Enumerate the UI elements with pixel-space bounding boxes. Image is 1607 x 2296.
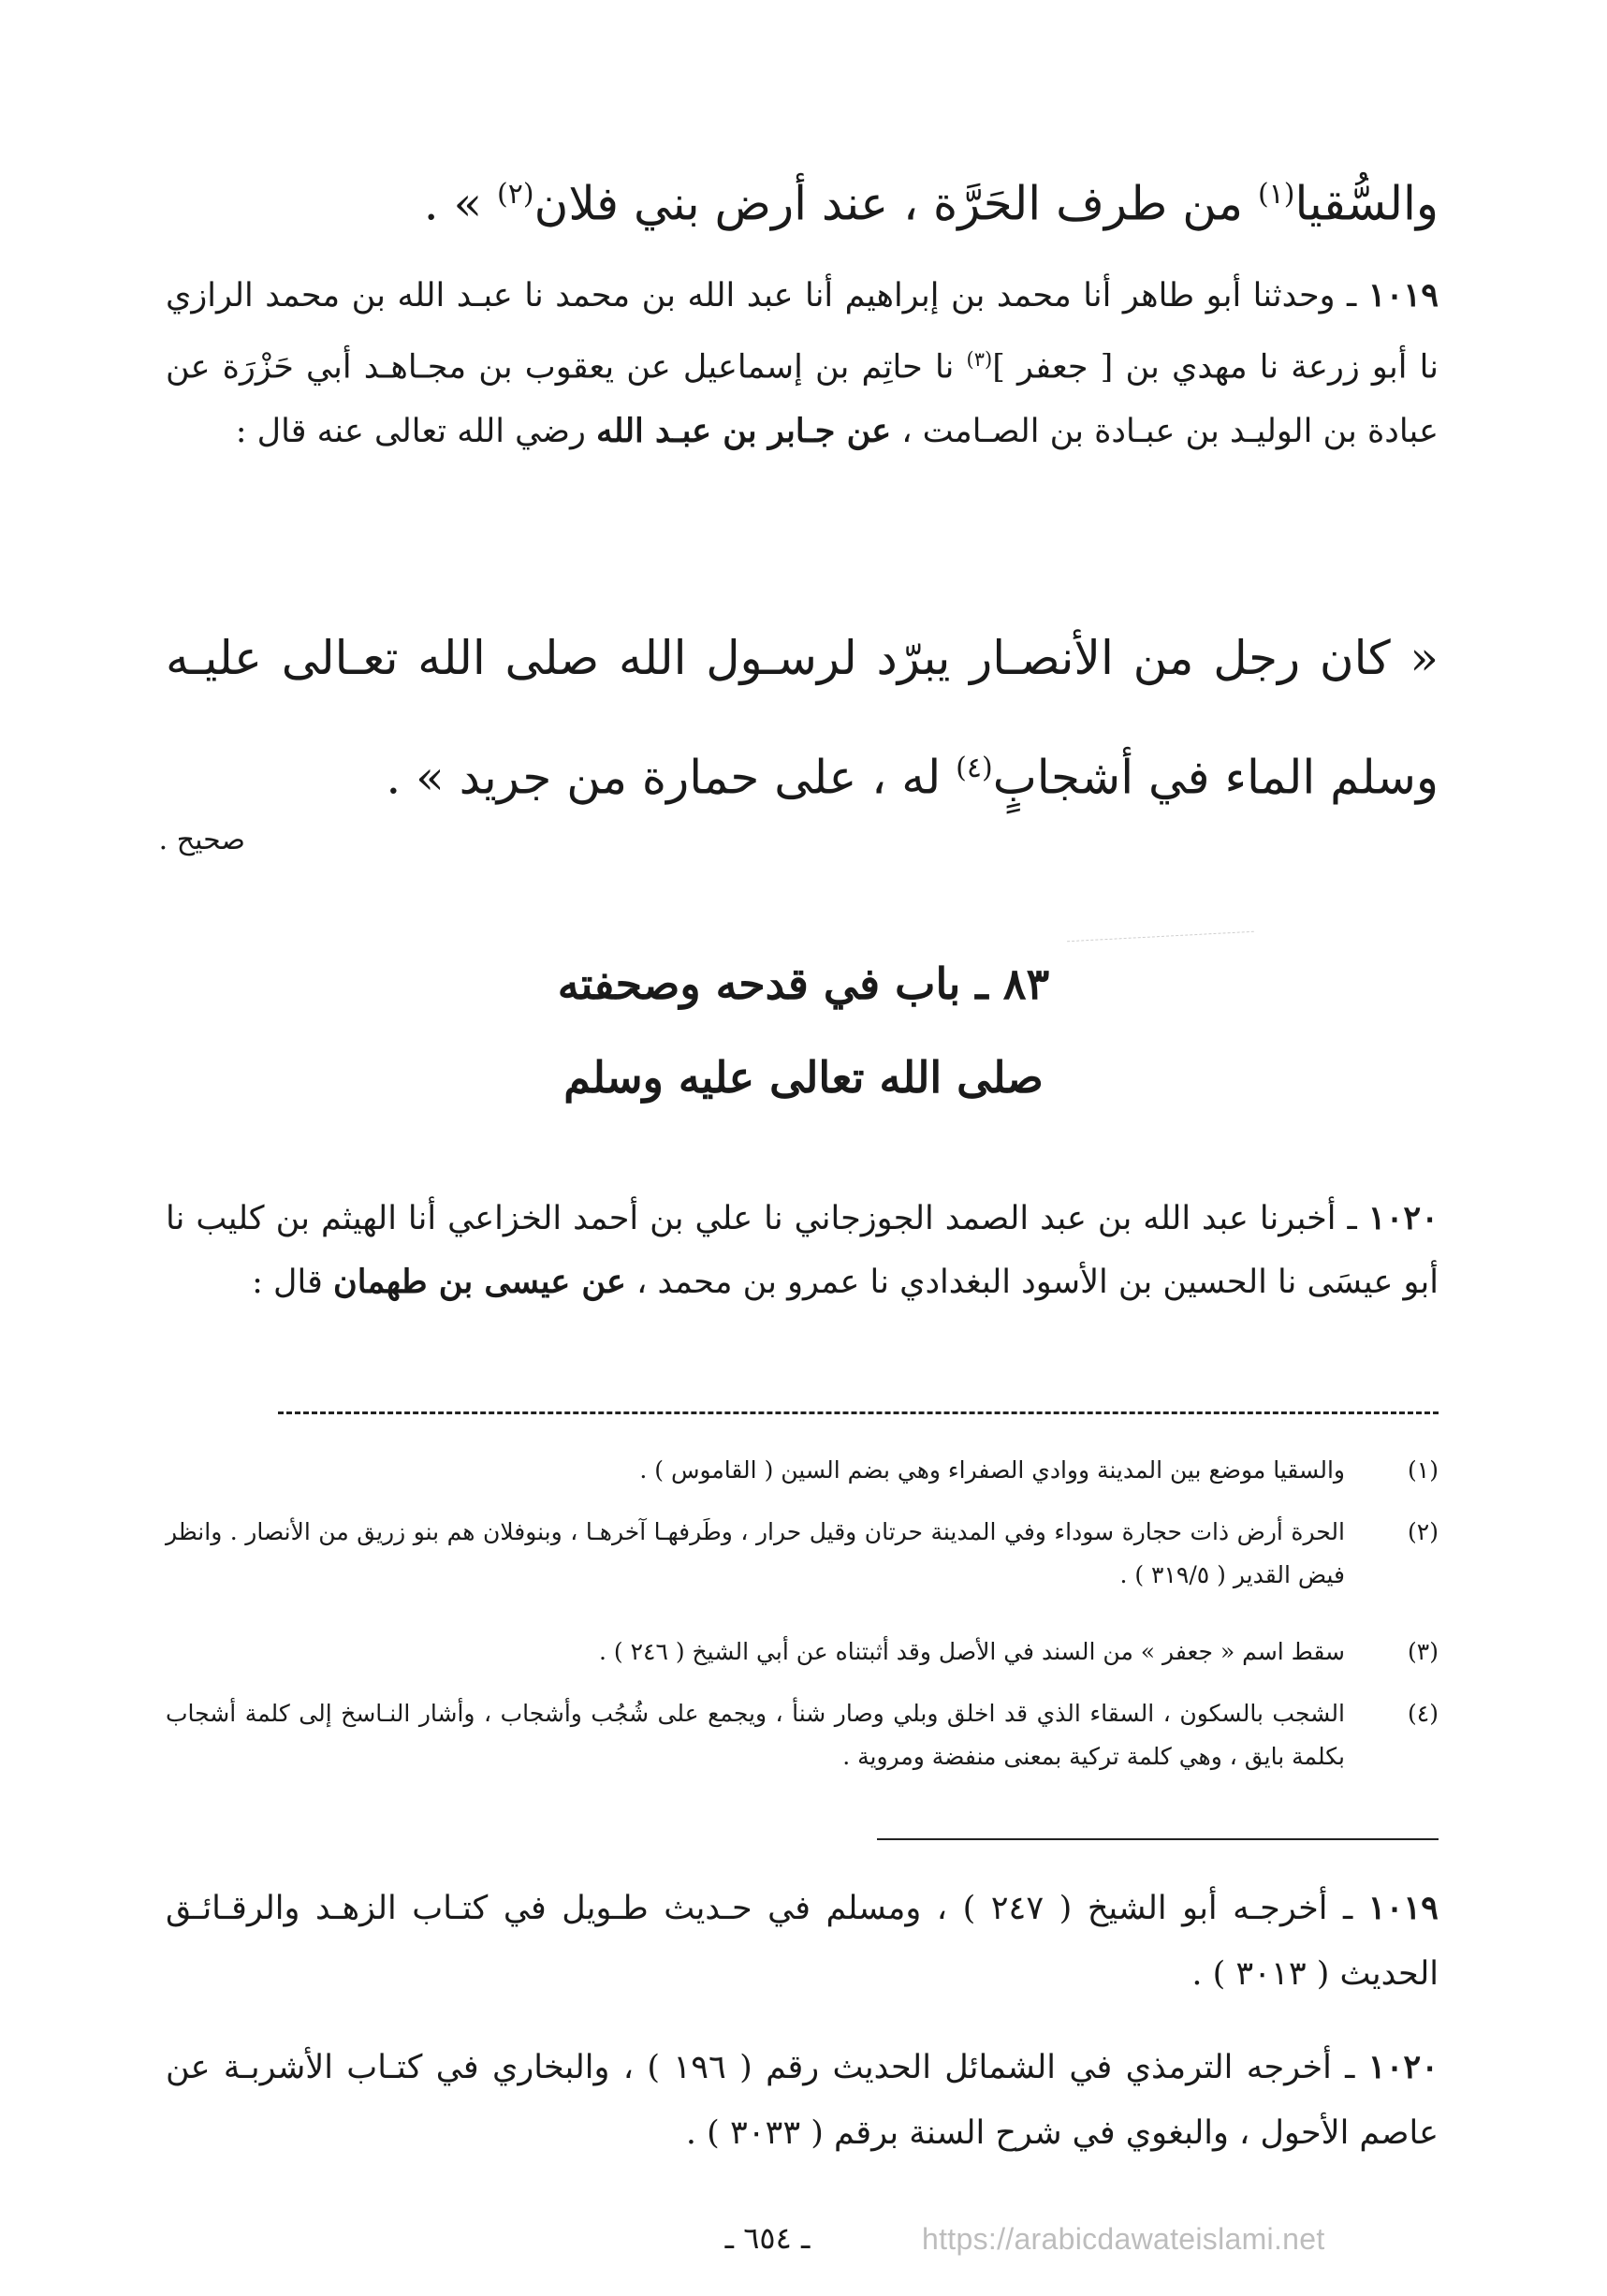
takhrij-separator [877,1838,1439,1840]
hadith-1020-isnad [166,1187,1439,1314]
hadith-continuation [166,157,1439,241]
hadith-grade: صحيح . [158,824,245,856]
takhrij-number: ١٠١٩ [1367,1889,1439,1927]
footnote-marker: (٣) [966,348,993,371]
text-segment: » . [423,176,483,231]
takhrij-number: ١٠٢٠ [1367,2048,1439,2086]
text-segment: والسُّقيا [1294,176,1439,231]
text-segment: نا حاتِم بن إسماعيل عن يعقوب بن مجـاهـد أبي حَزْرَة عن عبادة بن الوليـد بن عبـادة بن الصـامت ، [166,348,1439,450]
footnote-text: الحرة أرض ذات حجارة سوداء وفي المدينة حرتان وقيل حرار ، وطَرفهـا آخرهـا ، وبنوفلان هم بنو زريق من الأنصار . وانظر فيض القدير ( ٣١٩/٥ ) . [166,1518,1345,1588]
text-segment: قال : [252,1264,323,1301]
footnote-number: (٣) [1408,1638,1439,1665]
footnote [166,1511,1439,1597]
footnote-text: سقط اسم « جعفر » من السند في الأصل وقد أثبتناه عن أبي الشيخ ( ٢٤٦ ) . [599,1638,1345,1665]
hadith-number: ١٠٢٠ [1367,1199,1439,1237]
footnote [166,1692,1439,1778]
narrator-name: عن عيسى بن طهمان [333,1263,626,1301]
takhrij-text: ـ أخرجـه أبو الشيخ ( ٢٤٧ ) ، ومسلم في حـديث طـويل في كتـاب الزهـد والرقـائـق الحديث ( ٣٠١٣ ) . [166,1890,1439,1993]
narrator-name: عن جـابر بن عبـد الله [596,411,892,450]
hadith-1019-isnad [166,264,1439,463]
footnote-number: (١) [1408,1456,1439,1484]
text-segment: « كان رجل من الأنصـار يبرّد لرسـول الله صلى الله تعـالى عليـه وسلم الماء في أشجابٍ [166,631,1439,805]
hadith-number: ١٠١٩ [1367,276,1439,314]
text-segment: رضي الله تعالى عنه قال : [235,412,586,450]
footnote-number: (٢) [1408,1518,1439,1545]
footnote-marker: (٢) [497,178,534,211]
hadith-1019-matn [166,603,1439,833]
chapter-title: ٨٣ ـ باب في قدحه وصحفته [557,958,1050,1009]
footnote-marker: (٤) [956,752,993,784]
page-number: ـ ٦٥٤ ـ [724,2220,811,2256]
watermark: https://arabicdawateislami.net [922,2222,1325,2256]
text-segment: ـ وحدثنا أبو طاهر أنا محمد بن إبراهيم أنا عبد الله بن محمد نا عبـد الله بن محمد الرازي نا أبو زرعة نا مهدي بن [ جعفر ] [166,277,1439,387]
text-segment: ـ أخبرنا عبد الله بن عبد الصمد الجوزجاني نا علي بن أحمد الخزاعي أنا الهيثم بن كليب نا أبو عيسَى نا الحسين بن الأسود البغدادي نا عمرو بن محمد ، [166,1200,1439,1301]
text-segment: له ، على حمارة من جريد » . [386,750,942,805]
takhrij-entry [166,1876,1439,2007]
footnote-number: (٤) [1408,1700,1439,1727]
chapter-subtitle: صلى الله تعالى عليه وسلم [563,1052,1044,1103]
footnote-text: والسقيا موضع بين المدينة ووادي الصفراء وهي بضم السين ( القاموس ) . [639,1456,1345,1484]
footnote [166,1631,1439,1674]
text-segment: من طرف الحَرَّة ، عند أرض بني فلان [533,176,1244,231]
footnote-separator [278,1411,1439,1414]
footnote-marker: (١) [1257,178,1295,211]
takhrij-text: ـ أخرجه الترمذي في الشمائل الحديث رقم ( ١٩٦ ) ، والبخاري في كتـاب الأشربـة عن عاصم الأحول ، والبغوي في شرح السنة برقم ( ٣٠٣٣ ) . [166,2049,1439,2152]
footnote-text: الشجب بالسكون ، السقاء الذي قد اخلق وبلي وصار شنأ ، ويجمع على شُجُب وأشجاب ، وأشار النـاسخ إلى كلمة أشجاب بكلمة بايق ، وهي كلمة تركية بمعنى منفضة ومروية . [166,1700,1345,1770]
takhrij-entry [166,2035,1439,2166]
footnote [166,1449,1439,1492]
scan-mark [1067,931,1254,943]
